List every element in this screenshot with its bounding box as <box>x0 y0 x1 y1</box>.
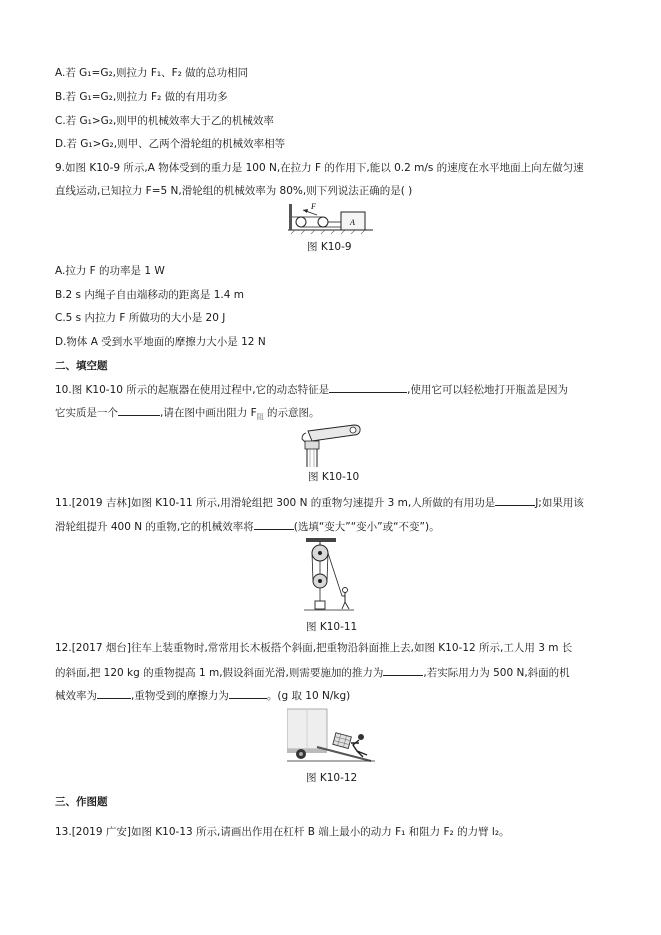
q9-option-c: C.5 s 内拉力 F 所做功的大小是 20 J <box>55 312 226 324</box>
figure-k10-10-bottle-opener <box>298 421 364 469</box>
q10-blank-2[interactable] <box>118 404 160 416</box>
q10-text-1: 10.图 K10-10 所示的起瓶器在使用过程中,它的动态特征是 <box>55 384 330 396</box>
q12-line2 <box>55 664 570 680</box>
q8-option-a: A.若 G₁=G₂,则拉力 F₁、F₂ 做的总功相同 <box>55 67 249 79</box>
q10-subscript: 阻 <box>256 413 264 422</box>
q11-text-4: (选填“变大”“变小”或“不变”)。 <box>293 521 440 533</box>
figure-k10-11-pulley-system <box>300 538 358 614</box>
q12-blank-3[interactable] <box>229 687 267 699</box>
figure-k10-12-inclined-plane <box>287 707 375 763</box>
q9-option-a: A.拉力 F 的功率是 1 W <box>55 265 165 277</box>
q11-line1 <box>55 494 584 510</box>
q12-text-5: 。(g 取 10 N/kg) <box>266 690 351 702</box>
q10-text-2: ,使用它可以轻松地打开瓶盖是因为 <box>407 384 568 396</box>
q8-option-c: C.若 G₁>G₂,则甲的机械效率大于乙的机械效率 <box>55 115 274 127</box>
q9-stem-line2: 直线运动,已知拉力 F=5 N,滑轮组的机械效率为 80%,则下列说法正确的是( ) <box>55 185 413 197</box>
q8-option-d: D.若 G₁>G₂,则甲、乙两个滑轮组的机械效率相等 <box>55 138 286 150</box>
q11-text-1: 11.[2019 吉林]如图 K10-11 所示,用滑轮组把 300 N 的重物匀速提升 3 m,人所做的有用功是 <box>55 497 496 509</box>
q13-stem: 13.[2019 广安]如图 K10-13 所示,请画出作用在杠杆 B 端上最小的动力 F₁ 和阻力 F₂ 的力臂 l₂。 <box>55 826 510 838</box>
q11-blank-1[interactable] <box>495 494 535 506</box>
figure-caption-k10-10: 图 K10-10 <box>308 471 360 483</box>
fig9-block-label: A <box>350 218 355 227</box>
q12-blank-2[interactable] <box>97 687 131 699</box>
figure-k10-9-pulley-diagram <box>283 196 378 234</box>
q11-text-3: 滑轮组提升 400 N 的重物,它的机械效率将 <box>55 521 254 533</box>
q10-text-5: 的示意图。 <box>263 407 320 419</box>
q10-text-4: ,请在图中画出阻力 F <box>160 407 257 419</box>
q9-option-b: B.2 s 内绳子自由端移动的距离是 1.4 m <box>55 289 244 301</box>
q12-text-2: ,若实际用力为 500 N,斜面的机 <box>423 667 570 679</box>
q12-text-3: 械效率为 <box>55 690 97 702</box>
q9-stem-line1: 9.如图 K10-9 所示,A 物体受到的重力是 100 N,在拉力 F 的作用下,能以 0.2 m/s 的速度在水平地面上向左做匀速 <box>55 162 584 174</box>
q11-line2 <box>55 518 440 534</box>
q10-text-3: 它实质是一个 <box>55 407 118 419</box>
q8-option-b: B.若 G₁=G₂,则拉力 F₂ 做的有用功多 <box>55 91 228 103</box>
q11-text-2: J;如果用该 <box>535 497 584 509</box>
q10-line2 <box>55 404 320 424</box>
q10-line1 <box>55 381 568 397</box>
q12-text-4: ,重物受到的摩擦力为 <box>131 690 229 702</box>
q10-blank-1[interactable] <box>329 381 407 393</box>
q11-blank-2[interactable] <box>254 518 294 530</box>
q12-line3 <box>55 687 350 703</box>
q9-option-d: D.物体 A 受到水平地面的摩擦力大小是 12 N <box>55 336 266 348</box>
figure-caption-k10-12: 图 K10-12 <box>306 772 358 784</box>
fig9-force-label: F <box>311 202 316 211</box>
q12-line1: 12.[2017 烟台]往车上装重物时,常常用长木板搭个斜面,把重物沿斜面推上去,如图 K10-12 所示,工人用 3 m 长 <box>55 642 573 654</box>
figure-caption-k10-9: 图 K10-9 <box>307 241 352 253</box>
section-2-heading: 二、填空题 <box>55 360 108 372</box>
section-3-heading: 三、作图题 <box>55 796 108 808</box>
q12-blank-1[interactable] <box>383 664 423 676</box>
figure-caption-k10-11: 图 K10-11 <box>306 621 358 633</box>
q12-text-1: 的斜面,把 120 kg 的重物提高 1 m,假设斜面光滑,则需要施加的推力为 <box>55 667 384 679</box>
